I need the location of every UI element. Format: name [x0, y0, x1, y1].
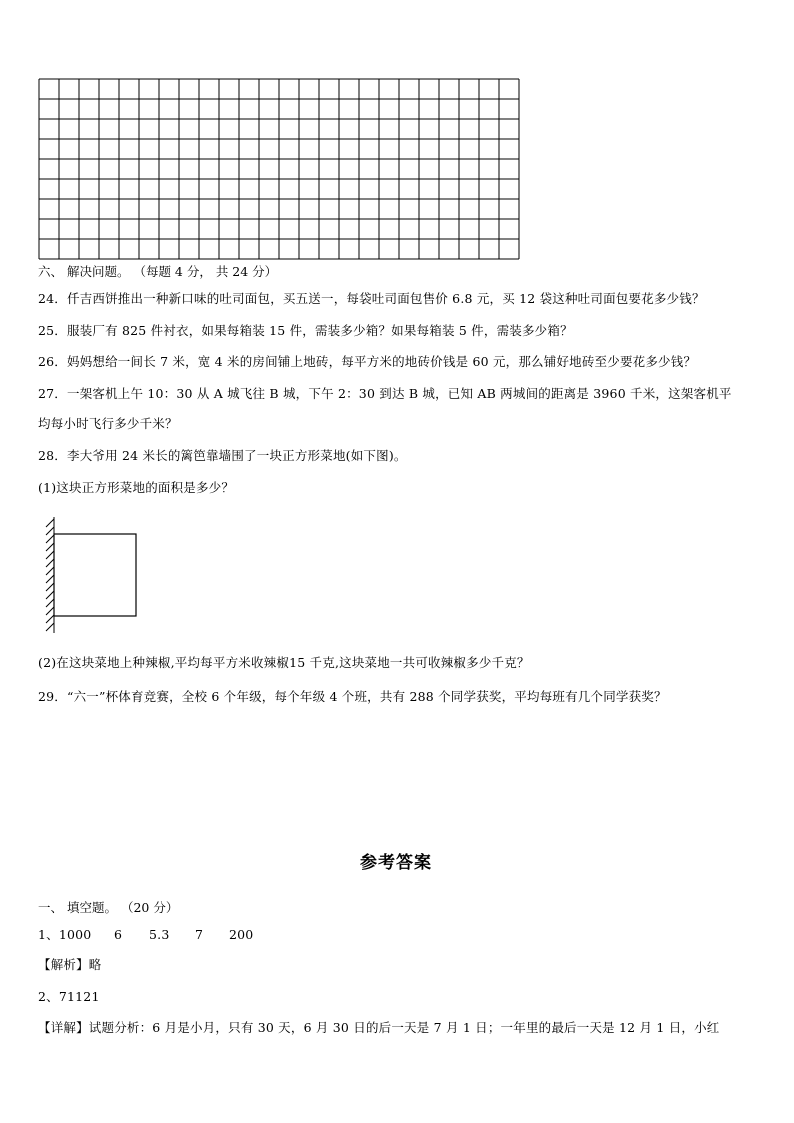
question-25: 25．服装厂有 825 件衬衣，如果每箱装 15 件，需装多少箱？如果每箱装 5 件，需装多少箱？	[38, 323, 573, 338]
answer-2-detail: 【详解】试题分析：6 月是小月，只有 30 天，6 月 30 日的后一天是 7 月 1 日；一年里的最后一天是 12 月 1 日，小红	[38, 1020, 720, 1035]
answers-title: 参考答案	[360, 853, 432, 873]
question-28-part2: (2)在这块菜地上种辣椒,平均每平方米收辣椒15 千克,这块菜地一共可收辣椒多少千克？	[38, 655, 530, 670]
question-27-line1: 27．一架客机上午 10：30 从 A 城飞往 B 城，下午 2：30 到达 B 城，已知 AB 两城间的距离是 3960 千米，这架客机平	[38, 386, 732, 401]
question-28-part1: (1)这块正方形菜地的面积是多少？	[38, 480, 235, 495]
answer-1-value: 200	[229, 927, 254, 942]
answer-2-label: 2、71121	[38, 989, 100, 1004]
section-heading-6: 六、 解决问题。 （每题 4 分， 共 24 分）	[38, 264, 278, 279]
square-field-figure	[38, 515, 148, 635]
answer-1-value: 6	[114, 927, 123, 942]
question-26: 26．妈妈想给一间长 7 米，宽 4 米的房间铺上地砖，每平方米的地砖价钱是 60 元，那么铺好地砖至少要花多少钱？	[38, 354, 697, 369]
answer-1-note: 【解析】略	[38, 957, 102, 972]
question-27-line2: 均每小时飞行多少千米？	[38, 416, 178, 431]
question-29: 29．“六一”杯体育竞赛，全校 6 个年级，每个年级 4 个班，共有 288 个同学获奖，平均每班有几个同学获奖？	[38, 689, 667, 704]
question-24: 24．仟吉西饼推出一种新口味的吐司面包，买五送一，每袋吐司面包售价 6.8 元，买 12 袋这种吐司面包要花多少钱？	[38, 291, 705, 306]
wall-hatching	[46, 517, 54, 633]
square-field	[54, 534, 136, 616]
answers-section-heading-1: 一、 填空题。 （20 分）	[38, 900, 179, 915]
answer-grid	[38, 78, 520, 260]
answer-1-label: 1、1000	[38, 927, 92, 942]
question-28: 28．李大爷用 24 米长的篱笆靠墙围了一块正方形菜地(如下图)。	[38, 448, 407, 463]
answer-1-value: 5.3	[149, 927, 170, 942]
answer-1-value: 7	[195, 927, 204, 942]
